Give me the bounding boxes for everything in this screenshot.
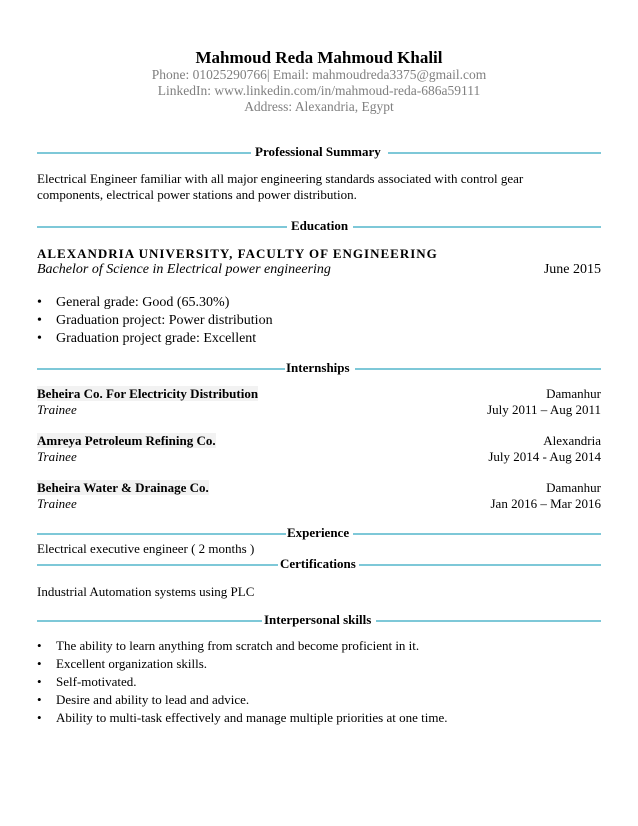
- section-rule: [37, 152, 251, 154]
- section-title: Internships: [286, 360, 350, 375]
- section-rule: [376, 620, 601, 622]
- section-title: Interpersonal skills: [264, 612, 372, 627]
- internship-role: Trainee: [37, 402, 77, 417]
- summary-line-2: components, electrical power stations and power distribution.: [37, 187, 357, 202]
- resume-name: Mahmoud Reda Mahmoud Khalil: [195, 48, 443, 67]
- skills-bullets: [37, 637, 447, 727]
- list-item: • Desire and ability to lead and advice.: [37, 691, 447, 709]
- section-title: Experience: [287, 525, 350, 540]
- summary-line-1: Electrical Engineer familiar with all major engineering standards associated with control gear: [37, 171, 524, 186]
- section-rule: [359, 564, 601, 566]
- list-item: • Ability to multi-task effectively and manage multiple priorities at one time.: [37, 709, 447, 727]
- list-item: • Excellent organization skills.: [37, 655, 447, 673]
- internship-company: Beheira Co. For Electricity Distribution: [37, 386, 259, 401]
- section-header-professional-summary: [37, 144, 601, 160]
- internship-company: Amreya Petroleum Refining Co.: [37, 433, 216, 448]
- section-rule: [355, 368, 601, 370]
- education-bullets: [37, 294, 273, 348]
- degree-title: Bachelor of Science in Electrical power engineering: [37, 262, 331, 277]
- section-header-experience: [37, 525, 601, 541]
- section-rule: [37, 564, 278, 566]
- section-title: Certifications: [280, 556, 356, 571]
- internship-location: Damanhur: [546, 480, 601, 495]
- internship-dates: July 2014 - Aug 2014: [488, 449, 601, 464]
- address-line: Address: Alexandria, Egypt: [244, 99, 394, 114]
- section-rule: [37, 620, 262, 622]
- section-header-certifications: [37, 556, 601, 572]
- section-rule: [37, 533, 286, 535]
- linkedin-line: LinkedIn: www.linkedin.com/in/mahmoud-reda-686a59111: [157, 83, 481, 98]
- section-rule: [353, 226, 601, 228]
- internship-location: Damanhur: [546, 386, 601, 401]
- section-header-internships: [37, 360, 601, 376]
- university-name: ALEXANDRIA UNIVERSITY, FACULTY OF ENGINEERING: [37, 246, 438, 261]
- list-item: • The ability to learn anything from scratch and become proficient in it.: [37, 637, 447, 655]
- internship-role: Trainee: [37, 449, 77, 464]
- section-header-interpersonal-skills: [37, 612, 601, 628]
- internship-role: Trainee: [37, 496, 77, 511]
- internship-dates: July 2011 – Aug 2011: [487, 402, 601, 417]
- internship-dates: Jan 2016 – Mar 2016: [490, 496, 601, 511]
- list-item: • Graduation project: Power distribution: [37, 312, 273, 330]
- section-title: Education: [291, 218, 349, 233]
- experience-text: Electrical executive engineer ( 2 months ): [37, 541, 255, 556]
- section-rule: [388, 152, 601, 154]
- internship-company: Beheira Water & Drainage Co.: [37, 480, 209, 495]
- section-rule: [37, 226, 287, 228]
- section-header-education: [37, 218, 601, 234]
- contact-line: Phone: 01025290766| Email: mahmoudreda3375@gmail.com: [151, 67, 487, 82]
- internship-location: Alexandria: [543, 433, 601, 448]
- list-item: • Graduation project grade: Excellent: [37, 330, 273, 348]
- degree-date: June 2015: [543, 262, 601, 277]
- section-rule: [353, 533, 601, 535]
- certification-text: Industrial Automation systems using PLC: [37, 584, 255, 599]
- list-item: • General grade: Good (65.30%): [37, 294, 273, 312]
- section-rule: [37, 368, 285, 370]
- section-title: Professional Summary: [255, 144, 381, 159]
- list-item: • Self-motivated.: [37, 673, 447, 691]
